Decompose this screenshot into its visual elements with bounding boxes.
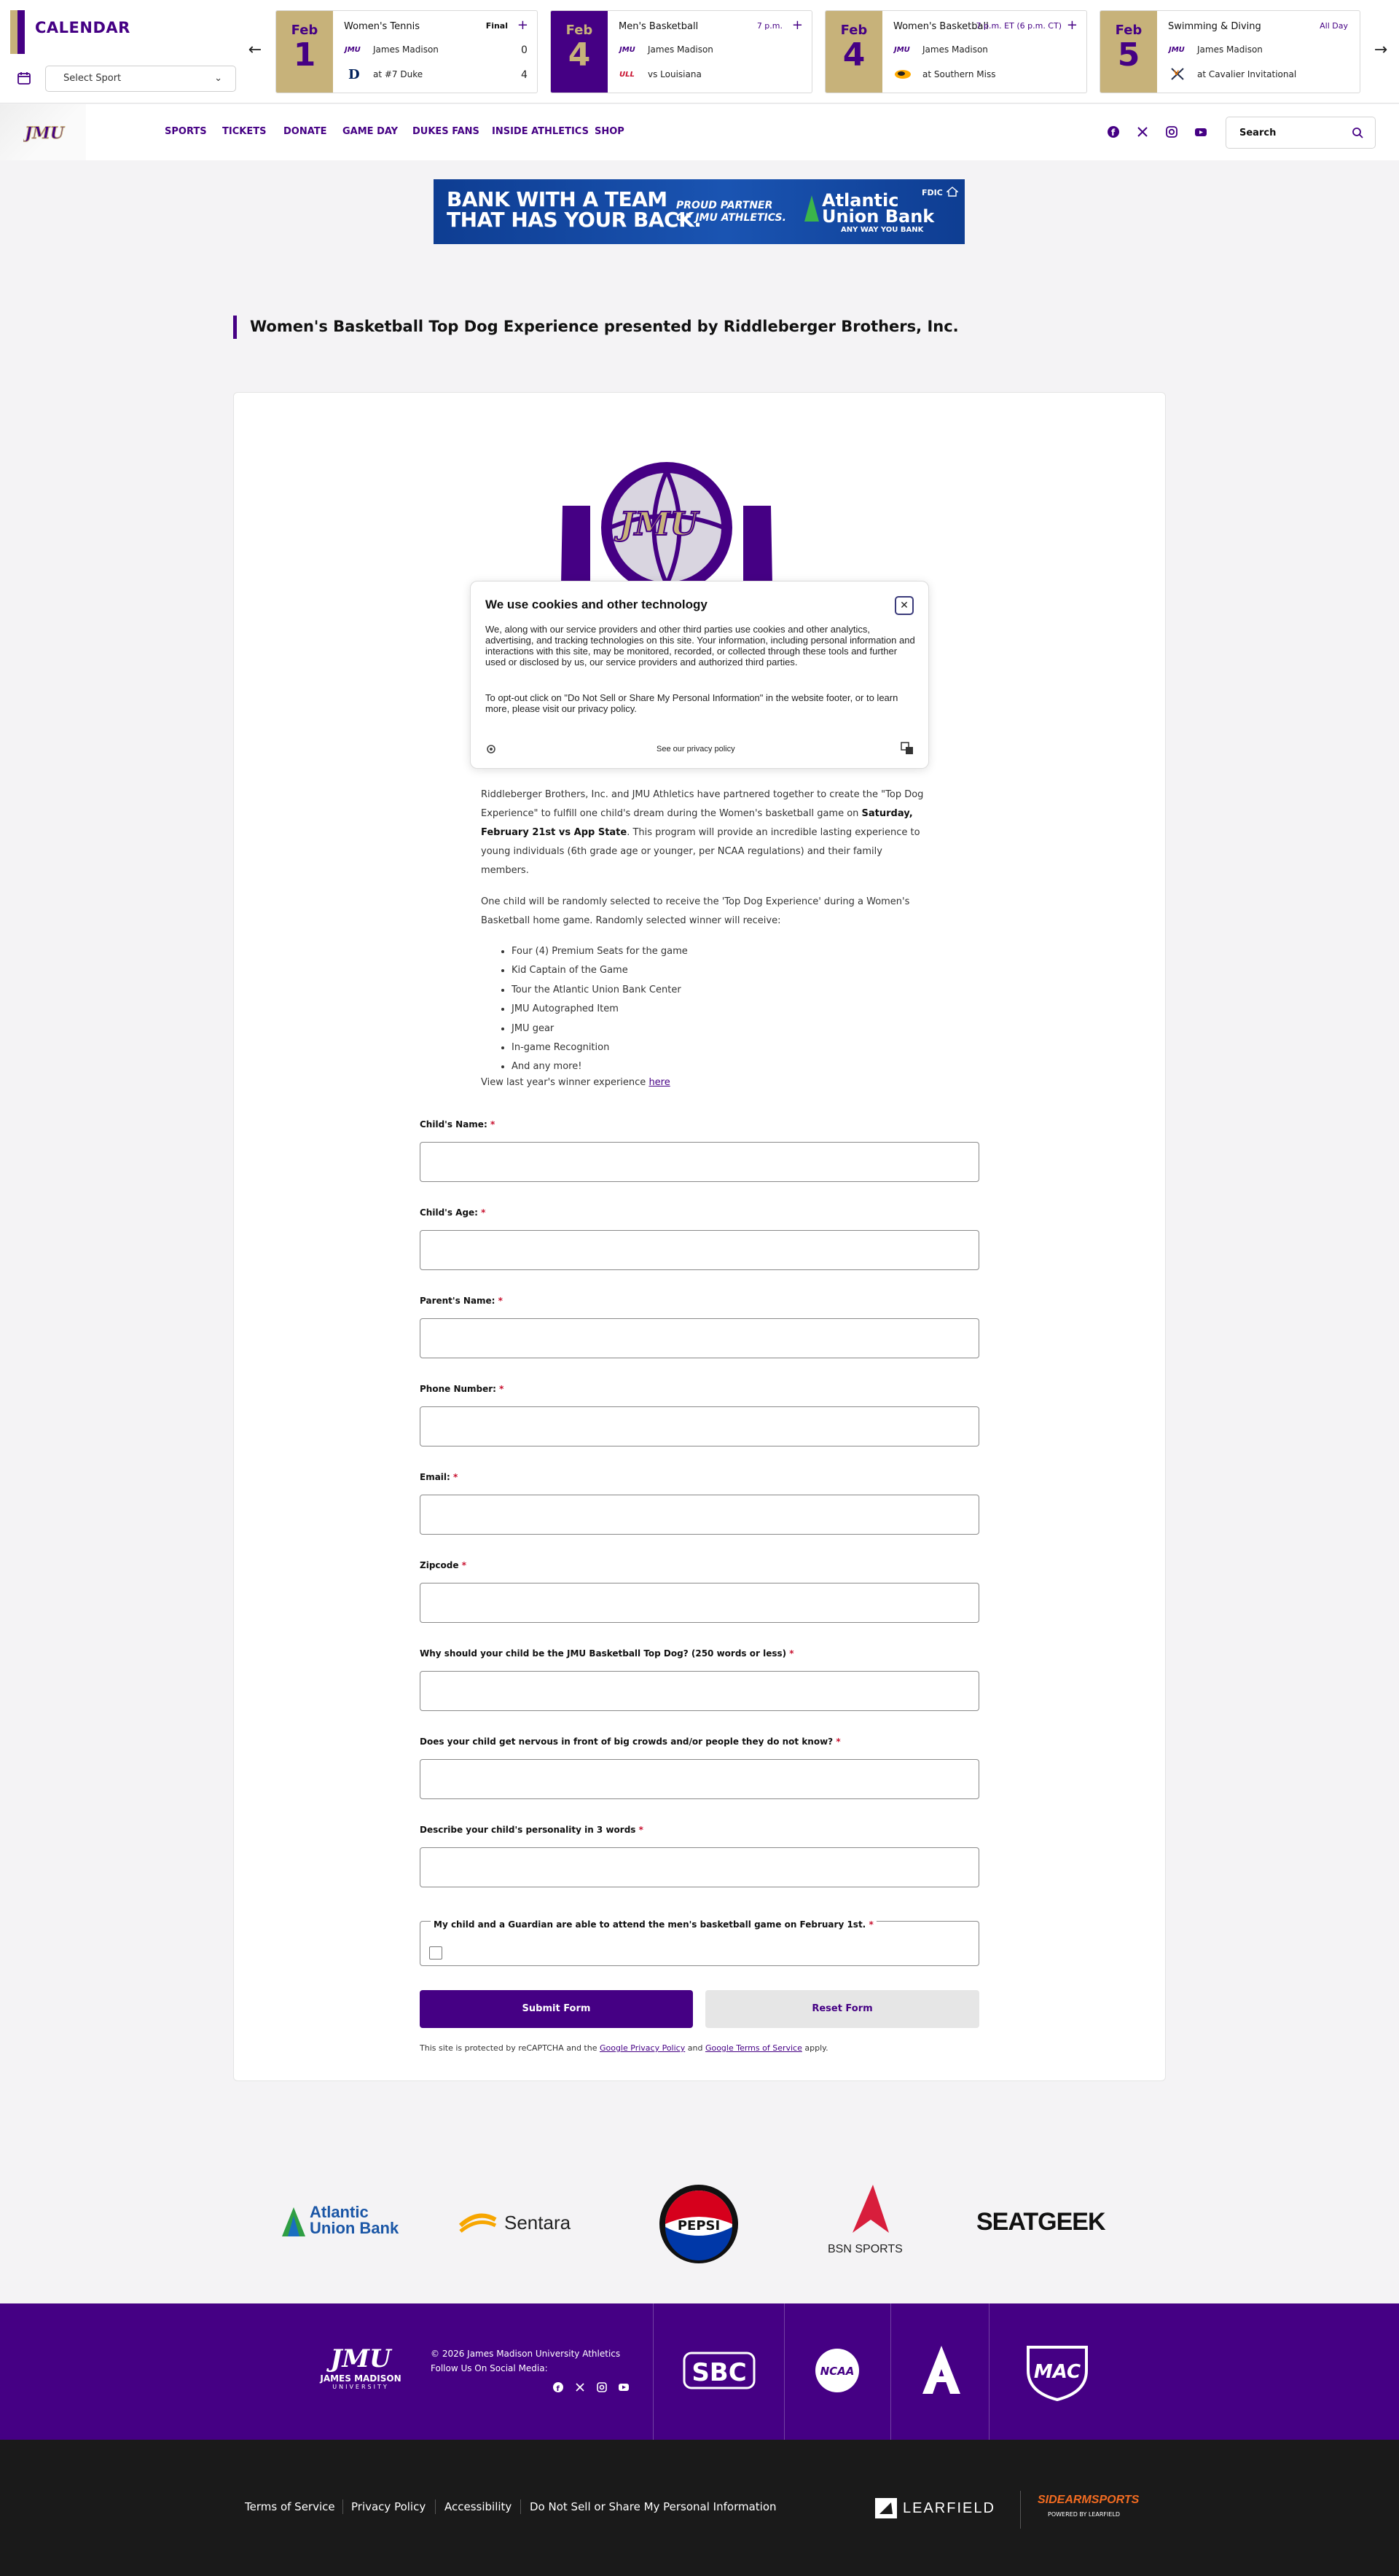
- do-not-sell-link[interactable]: Do Not Sell or Share My Personal Information: [530, 2500, 777, 2513]
- prize-list: [512, 942, 803, 1077]
- calendar-icon: [16, 70, 32, 86]
- learfield-logo[interactable]: [875, 2497, 995, 2520]
- main-nav: [0, 104, 1399, 160]
- learfield-mark-icon: [875, 2498, 897, 2518]
- footer-logo-name: JAMES MADISON: [320, 2373, 401, 2384]
- legal-divider: [520, 2499, 521, 2514]
- x-twitter-icon[interactable]: [1135, 125, 1150, 139]
- footer-divider: [653, 2303, 654, 2440]
- game-status: Final: [485, 21, 508, 31]
- nav-donate[interactable]: DONATE: [283, 126, 327, 137]
- ad-headline-line2: THAT HAS YOUR BACK.: [447, 208, 702, 232]
- mac-conference-logo[interactable]: [1024, 2341, 1091, 2401]
- ad-brand-sub: ANY WAY YOU BANK: [841, 226, 924, 234]
- facebook-icon[interactable]: [552, 2381, 564, 2393]
- jmu-logo-icon: [344, 42, 363, 56]
- select-sport-value: Select Sport: [63, 73, 122, 84]
- game-status: All Day: [1320, 21, 1348, 31]
- leaf-icon: [281, 2206, 307, 2238]
- nervous-label: Does your child get nervous in front of big crowds and/or people they do not know? *: [420, 1737, 841, 1747]
- sponsor-bsn-sports[interactable]: [823, 2185, 918, 2265]
- email-label: Email: *: [420, 1472, 458, 1482]
- search-input[interactable]: [1226, 117, 1343, 148]
- guardian-checkbox[interactable]: [429, 1946, 442, 1960]
- game-day: 5: [1117, 36, 1140, 74]
- zipcode-input[interactable]: [420, 1583, 979, 1623]
- email-input[interactable]: [420, 1495, 979, 1535]
- american-conference-logo[interactable]: [920, 2344, 963, 2395]
- why-top-dog-input[interactable]: [420, 1671, 979, 1711]
- scoreboard-next-arrow-icon[interactable]: →: [1373, 41, 1388, 59]
- svg-text:MAC: MAC: [1033, 2361, 1081, 2383]
- game-month: Feb: [840, 23, 868, 38]
- parents-name-label: Parent's Name: *: [420, 1296, 503, 1306]
- sponsor-ad-banner[interactable]: [434, 179, 965, 244]
- ad-tagline-line2: OF JMU ATHLETICS.: [676, 212, 786, 224]
- parents-name-input[interactable]: [420, 1318, 979, 1358]
- game-sport: Women's Tennis: [344, 21, 420, 32]
- svg-text:JMU: JMU: [345, 46, 361, 54]
- footer-logo-sub: UNIVERSITY: [332, 2384, 389, 2390]
- nav-tickets[interactable]: TICKETS: [222, 126, 267, 137]
- list-item: • Tour the Atlantic Union Bank Center: [512, 981, 803, 1000]
- required-mark: *: [836, 1737, 841, 1747]
- away-team: at Cavalier Invitational: [1197, 69, 1297, 79]
- scoreboard-prev-arrow-icon[interactable]: ←: [248, 41, 262, 59]
- selection-description: One child will be randomly selected to receive the 'Top Dog Experience' during a Women's Basketball home game. Randomly selected winner will receive:: [481, 896, 910, 926]
- event-description: [481, 786, 933, 880]
- view-last-year: [481, 1077, 670, 1088]
- game-month: Feb: [291, 23, 318, 38]
- sponsor-name: Sentara: [504, 2212, 571, 2234]
- bsn-arrow-icon: [851, 2185, 890, 2236]
- svg-text:ULL: ULL: [619, 71, 635, 79]
- privacy-policy-link[interactable]: Privacy Policy: [351, 2500, 426, 2513]
- game-date: [1100, 11, 1157, 93]
- sidearm-text: SIDEARMSPORTS: [1038, 2494, 1140, 2506]
- footer-follow-text: Follow Us On Social Media:: [431, 2363, 548, 2373]
- view-last-text: View last year's winner experience: [481, 1077, 649, 1088]
- cookie-privacy-link[interactable]: See our privacy policy: [657, 745, 735, 753]
- required-mark: *: [498, 1296, 503, 1306]
- away-team: vs Louisiana: [648, 69, 702, 79]
- page-title: Women's Basketball Top Dog Experience presented by Riddleberger Brothers, Inc.: [250, 318, 959, 335]
- list-item: • And any more!: [512, 1057, 803, 1076]
- childs-age-label: Child's Age: *: [420, 1207, 486, 1218]
- childs-age-input[interactable]: [420, 1230, 979, 1270]
- calendar-block: [0, 0, 240, 103]
- svg-text:JMU: JMU: [894, 46, 910, 54]
- jmu-logo-icon: [893, 42, 912, 56]
- list-item: • Four (4) Premium Seats for the game: [512, 942, 803, 961]
- personality-label: Describe your child's personality in 3 words *: [420, 1825, 643, 1835]
- svg-text:f: f: [556, 2385, 560, 2393]
- personality-input[interactable]: [420, 1847, 979, 1887]
- game-card[interactable]: [825, 10, 1087, 93]
- svg-text:JMU: JMU: [619, 46, 635, 54]
- x-twitter-icon[interactable]: [574, 2381, 586, 2393]
- cookie-consent-dialog: [470, 581, 929, 769]
- svg-text:JMU: JMU: [25, 124, 64, 142]
- google-privacy-link[interactable]: Google Privacy Policy: [599, 2043, 686, 2053]
- svg-text:SBC: SBC: [691, 2358, 747, 2387]
- sentara-swoosh-icon: [459, 2211, 497, 2234]
- game-date: [551, 11, 608, 93]
- zipcode-label: Zipcode *: [420, 1560, 466, 1570]
- home-team: James Madison: [373, 44, 439, 55]
- game-status: 7 p.m.: [756, 21, 783, 31]
- ad-headline: [447, 189, 701, 230]
- home-team: James Madison: [922, 44, 988, 55]
- footer-main: [0, 2303, 1399, 2440]
- childs-name-input[interactable]: [420, 1142, 979, 1182]
- svg-text:f: f: [1111, 128, 1116, 138]
- guardian-label: My child and a Guardian are able to attend the men's basketball game on February 1st. *: [431, 1919, 877, 1930]
- game-month: Feb: [565, 23, 593, 38]
- calendar-title[interactable]: CALENDAR: [35, 19, 130, 36]
- required-mark: *: [481, 1207, 486, 1218]
- home-team: James Madison: [648, 44, 713, 55]
- required-mark: *: [499, 1384, 504, 1394]
- facebook-icon[interactable]: [1106, 125, 1121, 139]
- ad-tagline-line1: PROUD PARTNER: [676, 200, 773, 211]
- home-score: 0: [521, 44, 528, 56]
- recaptcha-notice: This site is protected by reCAPTCHA and the Google Privacy Policy and Google Terms of Service apply.: [420, 2043, 828, 2053]
- add-calendar-icon[interactable]: +: [1066, 17, 1078, 33]
- select-sport-dropdown[interactable]: [45, 66, 236, 92]
- sidearm-sports-logo[interactable]: [1038, 2494, 1154, 2529]
- nav-shop[interactable]: SHOP: [595, 126, 624, 137]
- calendar-accent: [10, 10, 25, 54]
- fdic-badge: FDIC: [922, 188, 943, 197]
- top-dog-event-logo: [561, 461, 772, 584]
- game-sport: Swimming & Diving: [1168, 21, 1261, 32]
- add-calendar-icon[interactable]: +: [791, 17, 803, 33]
- required-mark: *: [461, 1560, 466, 1570]
- title-accent-bar: [233, 316, 237, 339]
- svg-text:D: D: [348, 67, 360, 81]
- footer-logo-mark: JMU: [330, 2344, 391, 2373]
- required-mark: *: [490, 1119, 495, 1130]
- footer-jmu-logo[interactable]: [313, 2346, 408, 2397]
- search-box[interactable]: [1226, 117, 1376, 149]
- equal-housing-icon: [947, 187, 958, 197]
- language-icon[interactable]: [901, 742, 914, 755]
- submit-form-button[interactable]: Submit Form: [420, 1990, 693, 2028]
- learfield-text: LEARFIELD: [903, 2500, 995, 2516]
- sponsor-name: Union Bank: [310, 2219, 399, 2237]
- ad-tagline: [676, 200, 786, 224]
- svg-text:JMU: JMU: [1169, 46, 1185, 54]
- list-item: • JMU Autographed Item: [512, 1000, 803, 1019]
- game-card[interactable]: [275, 10, 538, 93]
- nav-sports[interactable]: SPORTS: [165, 126, 207, 137]
- nav-game-day[interactable]: GAME DAY: [342, 126, 399, 137]
- cookie-settings-icon[interactable]: [485, 743, 497, 755]
- cookie-optout-text: To opt-out click on "Do Not Sell or Share My Personal Information" in the website footer, or to learn more, please visit our privacy policy.: [485, 692, 898, 714]
- description-text: Riddleberger Brothers, Inc. and JMU Athletics have partnered together to create the "Top Dog Experience" to fulfill one child's dream during the Women's basketball game on: [481, 789, 924, 819]
- legal-divider: [342, 2499, 343, 2514]
- away-team: at #7 Duke: [373, 69, 423, 79]
- phone-number-input[interactable]: [420, 1406, 979, 1446]
- chevron-down-icon: ⌄: [214, 73, 222, 84]
- nervous-input[interactable]: [420, 1759, 979, 1799]
- google-terms-link[interactable]: Google Terms of Service: [705, 2043, 802, 2053]
- youtube-icon[interactable]: [618, 2381, 630, 2393]
- sponsor-atlantic-union-bank[interactable]: [281, 2204, 430, 2241]
- svg-text:NCAA: NCAA: [820, 2365, 855, 2378]
- reset-form-button[interactable]: Reset Form: [705, 1990, 979, 2028]
- sponsor-sentara[interactable]: [459, 2208, 597, 2237]
- cookie-text: We, along with our service providers and other third parties use cookies and other analytics, advertising, and tracking technologies on this site. Your information, including personal information and interactions with this site, may be monitored, recorded, or collected through these tools and further used or disclosed by us, our service providers and authorized third parties.: [485, 624, 915, 668]
- svg-text:PEPSI: PEPSI: [677, 2218, 721, 2234]
- jmu-logo[interactable]: [23, 123, 82, 142]
- sponsor-seatgeek[interactable]: SEATGEEK: [976, 2208, 1105, 2236]
- footer-divider: [1020, 2491, 1021, 2529]
- jmu-logo-icon: [619, 42, 638, 56]
- game-date: [826, 11, 882, 93]
- cookie-close-button[interactable]: ✕: [895, 596, 914, 615]
- required-mark: *: [789, 1648, 794, 1659]
- ad-brand: [822, 190, 935, 227]
- game-status: 7 p.m. ET (6 p.m. CT): [976, 21, 1062, 31]
- game-card[interactable]: [1100, 10, 1360, 93]
- required-mark: *: [638, 1825, 643, 1835]
- required-mark: *: [869, 1919, 874, 1930]
- svg-text:V: V: [1174, 70, 1179, 77]
- accessibility-link[interactable]: Accessibility: [444, 2500, 512, 2513]
- away-team: at Southern Miss: [922, 69, 996, 79]
- duke-logo-icon: [344, 66, 363, 81]
- instagram-icon[interactable]: [596, 2381, 608, 2393]
- southern-miss-logo-icon: [893, 66, 912, 81]
- game-card[interactable]: [550, 10, 812, 93]
- footer-legal: [0, 2440, 1399, 2576]
- required-mark: *: [453, 1472, 458, 1482]
- jmu-logo-icon: [1168, 42, 1187, 56]
- ncaa-logo[interactable]: [814, 2347, 861, 2394]
- instagram-icon[interactable]: [1164, 125, 1179, 139]
- footer-divider: [890, 2303, 891, 2440]
- scoreboard-bar: [0, 0, 1399, 103]
- louisiana-logo-icon: [619, 66, 638, 81]
- view-last-link[interactable]: here: [648, 1077, 670, 1088]
- cookie-title: We use cookies and other technology: [485, 598, 708, 611]
- game-day: 4: [568, 36, 591, 74]
- list-item: • JMU gear: [512, 1019, 803, 1038]
- nav-inside-athletics[interactable]: INSIDE ATHLETICS: [492, 126, 589, 137]
- event-date: Saturday, February 21st vs App State: [481, 808, 913, 838]
- away-score: 4: [521, 69, 528, 81]
- game-sport: Men's Basketball: [619, 21, 699, 32]
- sponsor-name: BSN SPORTS: [828, 2243, 903, 2255]
- svg-text:JMU: JMU: [619, 506, 698, 543]
- childs-name-label: Child's Name: *: [420, 1119, 495, 1130]
- nav-dukes-fans[interactable]: DUKES FANS: [412, 126, 479, 137]
- game-day: 1: [293, 36, 316, 74]
- sponsor-pepsi[interactable]: [658, 2183, 740, 2265]
- description-text-cont: . This program will provide an incredible lasting experience to young individuals (6th grade age or younger, per NCAA regulations) and their family members.: [481, 827, 920, 876]
- list-item: • Kid Captain of the Game: [512, 961, 803, 980]
- atlantic-union-leaf-icon: [804, 194, 820, 223]
- ad-brand-line2: Union Bank: [822, 206, 935, 227]
- footer-copyright: © 2026 James Madison University Athletics: [431, 2349, 621, 2359]
- search-icon[interactable]: [1352, 127, 1363, 138]
- game-date: [276, 11, 333, 93]
- sun-belt-conference-logo[interactable]: [681, 2349, 757, 2392]
- terms-of-service-link[interactable]: Terms of Service: [245, 2500, 335, 2513]
- youtube-icon[interactable]: [1194, 125, 1208, 139]
- home-team: James Madison: [1197, 44, 1263, 55]
- add-calendar-icon[interactable]: +: [517, 17, 528, 33]
- footer-divider: [784, 2303, 785, 2440]
- guardian-fieldset: [420, 1921, 979, 1966]
- game-month: Feb: [1115, 23, 1143, 38]
- game-day: 4: [842, 36, 866, 74]
- legal-divider: [435, 2499, 436, 2514]
- phone-number-label: Phone Number: *: [420, 1384, 504, 1394]
- ad-brand-line1: Atlantic: [822, 190, 899, 211]
- ad-headline-line1: BANK WITH A TEAM: [447, 187, 667, 211]
- footer-divider: [989, 2303, 990, 2440]
- game-sport: Women's Basketball: [893, 21, 989, 32]
- why-top-dog-label: Why should your child be the JMU Basketball Top Dog? (250 words or less) *: [420, 1648, 794, 1659]
- virginia-logo-icon: [1168, 66, 1187, 81]
- list-item: • In-game Recognition: [512, 1038, 803, 1057]
- sponsor-name: Atlantic: [310, 2203, 369, 2221]
- sidearm-sub: POWERED BY LEARFIELD: [1048, 2511, 1121, 2518]
